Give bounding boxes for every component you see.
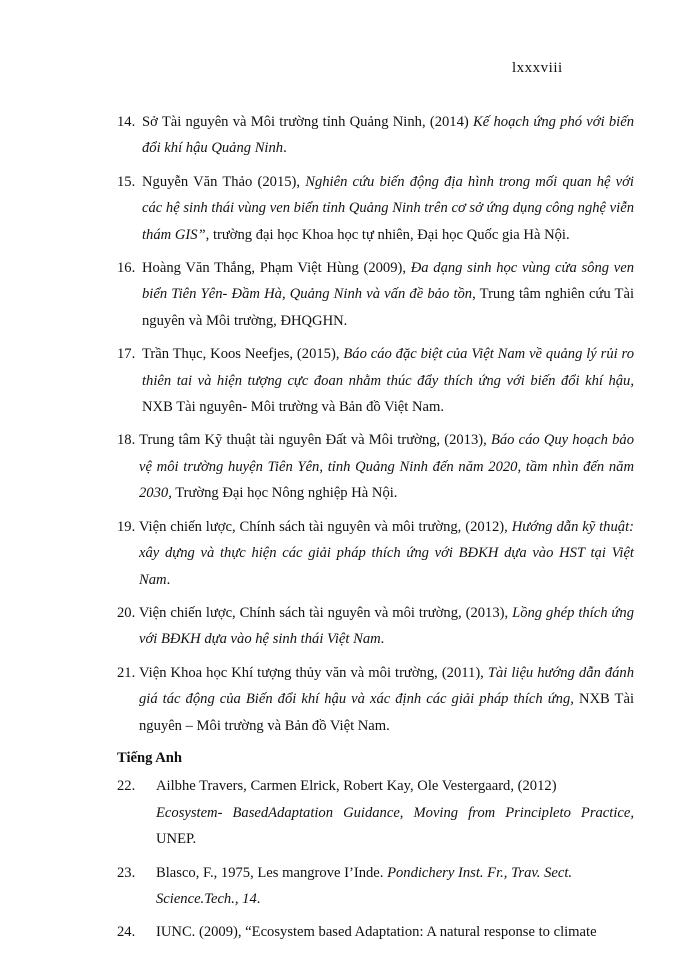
reference-text: Hoàng Văn Thắng, Phạm Việt Hùng (2009), <box>142 260 411 277</box>
reference-text: Nguyễn Văn Thảo (2015), <box>142 173 306 190</box>
reference-text: NXB Tài nguyên – Môi trường và Bản đồ Việt Nam. <box>139 691 634 734</box>
reference-text: Trần Thục, Koos Neefjes, (2015), <box>142 346 344 363</box>
reference-text: . <box>166 571 171 588</box>
reference-number: 17. <box>117 346 136 363</box>
reference-number: 22. <box>117 778 136 795</box>
reference-title: Đa dạng sinh học vùng cửa sông ven biển Tiên Yên- Đầm Hà, Quảng Ninh và vấn đề bảo tồn <box>142 260 634 303</box>
reference-text: Viện Khoa học Khí tượng thủy văn và môi trường, (2011), <box>139 664 488 681</box>
reference-text: Blasco, F., 1975, Les mangrove I’Inde. <box>156 864 388 881</box>
reference-entry <box>117 341 634 420</box>
reference-entry <box>117 514 634 593</box>
reference-text: IUNC. (2009), “Ecosystem based Adaptation: A natural response to climate <box>156 924 597 941</box>
reference-title: Science.Tech., 14 <box>156 890 257 907</box>
reference-number: 14. <box>117 114 136 130</box>
page-number: lxxxviii <box>512 60 563 76</box>
reference-text: Viện chiến lược, Chính sách tài nguyên và môi trường, (2013), <box>138 604 513 621</box>
reference-title: Pondichery Inst. Fr., Trav. Sect. <box>387 864 573 881</box>
reference-title: Báo cáo Quy hoạch bảo vệ môi trường huyện Tiên Yên, tỉnh Quảng Ninh đến năm 2020, tầm nhìn đến năm 2030, <box>139 432 634 502</box>
reference-title: Kế hoạch ứng phó với biến đổi khí hậu Quảng Ninh <box>142 114 634 157</box>
reference-number: 21. <box>117 664 136 681</box>
reference-text: . <box>283 140 287 157</box>
reference-text: Trung tâm Kỹ thuật tài nguyên Đất và Môi trường, (2013), <box>139 432 491 449</box>
reference-text: , Trung tâm nghiên cứu Tài nguyên và Môi trường, ĐHQGHN. <box>142 286 635 329</box>
reference-entry <box>117 255 634 334</box>
reference-text: Sở Tài nguyên và Môi trường tỉnh Quảng Ninh, (2014) <box>142 114 474 130</box>
reference-list <box>117 109 634 946</box>
reference-title: Ecosystem- BasedAdaptation Guidance, Moving from Principleto Practice, <box>156 804 634 821</box>
reference-number: 19. <box>117 518 136 535</box>
reference-title: Tài liệu hướng dẫn đánh giá tác động của Biến đổi khí hậu và xác định các giải pháp thích ứng, <box>139 664 635 708</box>
reference-entry <box>117 169 634 248</box>
section-heading: Tiếng Anh <box>117 749 183 766</box>
reference-entry <box>117 109 634 162</box>
reference-title: Lồng ghép thích ứng với BĐKH dựa vào hệ sinh thái Việt Nam <box>139 604 634 648</box>
reference-text: UNEP. <box>156 831 197 848</box>
reference-entry <box>117 600 634 653</box>
reference-entry <box>117 773 634 852</box>
reference-number: 15. <box>117 173 136 190</box>
reference-number: 23. <box>117 864 136 881</box>
reference-title: Báo cáo đặc biệt của Việt Nam về quảng lý rủi ro thiên tai và hiện tượng cực đoan nhằm thúc đẩy thích ứng với biến đổi khí hậu, <box>142 346 634 389</box>
reference-text: NXB Tài nguyên- Môi trường và Bản đồ Việt Nam. <box>142 399 444 416</box>
reference-text: . <box>380 631 385 648</box>
reference-text: , trường đại học Khoa học tự nhiên, Đại học Quốc gia Hà Nội. <box>205 226 570 243</box>
reference-text: . <box>256 890 261 907</box>
reference-entry <box>117 860 634 913</box>
reference-number: 16. <box>117 260 136 277</box>
reference-text: Viện chiến lược, Chính sách tài nguyên và môi trường, (2012), <box>138 518 512 535</box>
reference-title: Hướng dẫn kỹ thuật: xây dựng và thực hiện các giải pháp thích ứng với BĐKH dựa vào HST tại Việt Nam <box>139 518 634 588</box>
reference-entry <box>117 660 634 739</box>
reference-entry <box>117 427 634 506</box>
reference-title: Nghiên cứu biến động địa hình trong mối quan hệ với các hệ sinh thái vùng ven biển tỉnh Quảng Ninh trên cơ sở ứng dụng công nghệ viễn thám GIS” <box>142 173 634 243</box>
reference-text: Trường Đại học Nông nghiệp Hà Nội. <box>171 485 398 502</box>
reference-number: 18. <box>117 432 136 449</box>
reference-number: 20. <box>117 604 136 621</box>
reference-number: 24. <box>117 924 136 941</box>
reference-entry <box>117 919 634 945</box>
reference-text: Ailbhe Travers, Carmen Elrick, Robert Kay, Ole Vestergaard, (2012) <box>156 778 557 795</box>
